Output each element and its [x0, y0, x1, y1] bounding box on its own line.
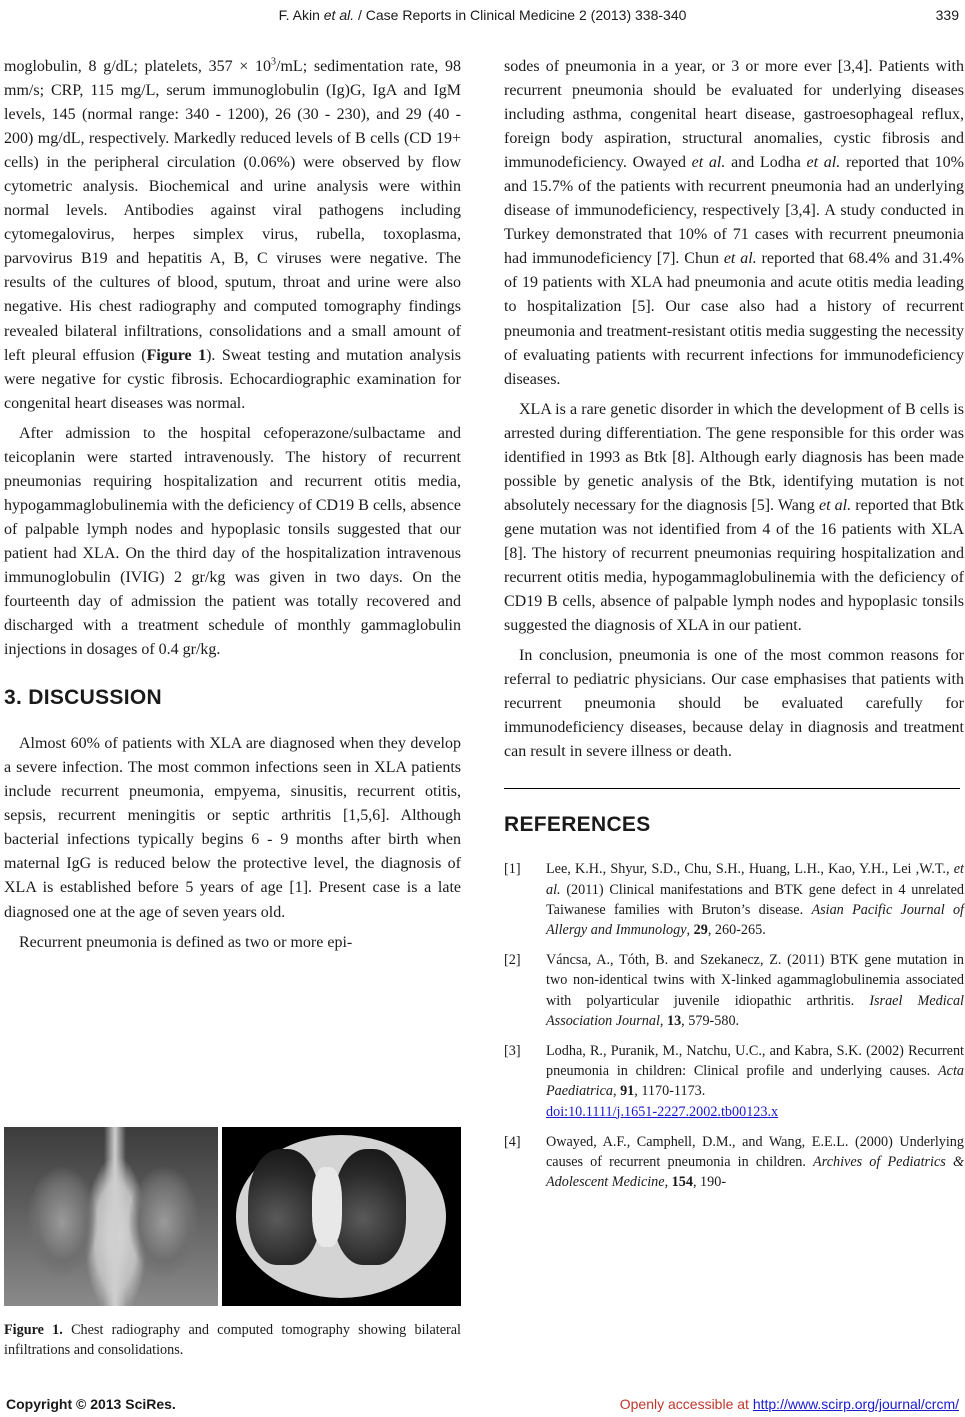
open-access-notice: Openly accessible at http://www.scirp.org/journal/crcm/ — [619, 1396, 959, 1412]
reference-item — [504, 950, 964, 1031]
reference-item — [504, 1041, 964, 1122]
copyright-notice: Copyright © 2013 SciRes. — [6, 1396, 176, 1412]
running-head: F. Akin et al. / Case Reports in Clinical Medicine 2 (2013) 338-340 — [278, 7, 687, 23]
paragraph-treatment: After admission to the hospital cefoperazone/sulbactame and teicoplanin were started intravenously. The history of recurrent pneumonias requiring hospitalization and recurrent otitis media, hypogammaglobulinemia with the deficiency of CD19 B cells, absence of palpable lymph nodes and hypoplasic tonsils suggested that our patient had XLA. On the third day of the hospitalization intravenous immunoglobulin (IVIG) 2 gr/kg was given in two days. On the fourteenth day of admission the patient was totally recovered and discharged with a treatment schedule of monthly gammaglobulin injections in dosages of 0.4 gr/kg. — [4, 424, 461, 659]
paragraph-recurrent-pneumonia: sodes of pneumonia in a year, or 3 or more ever [3,4]. Patients with recurrent pneumonia should be evaluated for underlying diseases including asthma, congenital heart disease, gastroesophageal reflux, foreign body aspiration, structural anomalies, cystic fibrosis and immunodeficiency. Owayed et al. and Lodha et al. reported that 10% and 15.7% of the patients with recurrent pneumonia had an underlying disease of immunodeficiency, respectively [3,4]. A study conducted in Turkey demonstrated that 10% of 71 cases with recurrent pneumonia had immunodeficiency [7]. Chun et al. reported that 68.4% and 31.4% of 19 patients with XLA had pneumonia and acute otitis media leading to hospitalization [5]. Our case also had a history of recurrent pneumonia and treatment-resistant otitis media suggesting the necessity of evaluating patients with recurrent infections for immunodeficiency diseases. — [504, 58, 965, 388]
figure-1-caption: Figure 1. Chest radiography and computed tomography showing bilateral infiltrations and consolidations. — [4, 1322, 461, 1358]
journal-url-link[interactable]: http://www.scirp.org/journal/crcm/ — [752, 1396, 959, 1412]
reference-text: Váncsa, A., Tóth, B. and Szekanecz, Z. (2011) BTK gene mutation in two non-identical twins with X-linked agammaglobulinemia associated with polyarticular juvenile idiopathic arthritis. Israel Medical Association Journal, 13, 579-580. — [546, 952, 964, 1029]
chest-radiograph-image — [4, 1127, 218, 1306]
reference-number: [3] — [504, 1042, 521, 1059]
reference-number: [2] — [504, 952, 521, 969]
reference-number: [4] — [504, 1133, 521, 1150]
paragraph-xla-genetics: XLA is a rare genetic disorder in which the development of B cells is arrested during differentiation. The gene responsible for this order was identified in 1993 as Btk [8]. Although early diagnosis has been made possible by genetic analysis of the Btk, identifying mutation is not absolutely necessary for the diagnosis [5]. Wang et al. reported that Btk gene mutation was not identified from 4 of the 16 patients with XLA [8]. The history of recurrent pneumonias requiring hospitalization and recurrent otitis media, hypogammaglobulinemia with the deficiency of CD19 B cells, absence of palpable lymph nodes and hypoplasic tonsils suggested the diagnosis of XLA in our patient. — [504, 400, 964, 635]
page-number: 339 — [935, 7, 959, 23]
reference-text: Owayed, A.F., Camphell, D.M., and Wang, E.E.L. (2000) Underlying causes of recurrent pneumonia in children. Archives of Pediatrics & Adolescent Medicine, 154, 190- — [546, 1133, 964, 1191]
reference-number: [1] — [504, 861, 521, 878]
running-header — [0, 5, 965, 29]
figure-reference[interactable]: Figure 1 — [146, 346, 207, 364]
paragraph-lab-results: moglobulin, 8 g/dL; platelets, $357 \times 10^3/mL$; sedimentation rate, 98 mm/s; CRP, 115 mg/L, serum immunoglobulin (Ig)G, IgA and IgM levels, 145 (normal range: 340 - 1200), 26 (30 - 230), and 29 (40 - 200) mg/dL, respectively. Markedly reduced levels of B cells (CD 19+ cells) in the peripheral circulation (0.06%) were observed by flow cytometric analysis. Biochemical and urine analysis were within normal levels. Antibodies against viral pathogens including cytomegalovirus, herpes simplex virus, rubella, toxoplasma, parvovirus B19 and hepatitis A, B, C viruses were negative. The results of the cultures of blood, sputum, throat and urine were also negative. His chest radiography and computed tomography findings revealed bilateral infiltrations, consolidations and a small amount of left pleural effusion (Figure 1). Sweat testing and mutation analysis were negative for cystic fibrosis. Echocardiographic examination for congenital heart diseases was normal. — [4, 56, 462, 412]
paragraph-discussion-2: Recurrent pneumonia is defined as two or more epi- — [19, 933, 353, 951]
right-column — [504, 55, 964, 1202]
references-heading: REFERENCES — [504, 813, 651, 837]
reference-item — [504, 859, 964, 940]
doi-link[interactable]: doi:10.1111/j.1651-2227.2002.tb00123.x — [546, 1103, 779, 1120]
discussion-heading: 3. DISCUSSION — [4, 686, 162, 710]
reference-text: Lee, K.H., Shyur, S.D., Chu, S.H., Huang, L.H., Kao, Y.H., Lei ,W.T., et al. (2011) Clinical manifestations and BTK gene defect in 4 unrelated Taiwanese families with Bruton’s disease. Asian Pacific Journal of Allergy and Immunology, 29, 260-265. — [546, 861, 964, 938]
ct-scan-image — [222, 1127, 461, 1306]
paragraph-conclusion: In conclusion, pneumonia is one of the most common reasons for referral to pediatric physicians. Our case emphasises that patients with recurrent pneumonia should be evaluated carefully for immunodeficiency diseases, because delay in diagnosis and treatment can result in severe illness or death. — [504, 647, 964, 761]
section-divider — [504, 788, 960, 789]
reference-text: Lodha, R., Puranik, M., Natchu, U.C., and Kabra, S.K. (2002) Recurrent pneumonia in children: Clinical profile and underlying causes. Acta Paediatrica, 91, 1170-1173. doi:10.1111/j.1651-2227.2002.tb00123.x — [546, 1042, 964, 1120]
reference-list — [504, 859, 964, 1192]
reference-item — [504, 1132, 964, 1193]
figure-1-images — [4, 1127, 461, 1306]
left-column — [4, 55, 461, 955]
paragraph-discussion-1: Almost 60% of patients with XLA are diagnosed when they develop a severe infection. The most common infections seen in XLA patients include recurrent pneumonia, empyema, sinusitis, recurrent otitis, sepsis, recurrent meningitis or septic arthritis [1,5,6]. Although bacterial infections typically begins 6 - 9 months after birth when maternal IgG is reduced below the protective level, the diagnosis of XLA is established before 5 years of age [1]. Present case is a late diagnosed one at the age of seven years old. — [4, 735, 461, 921]
